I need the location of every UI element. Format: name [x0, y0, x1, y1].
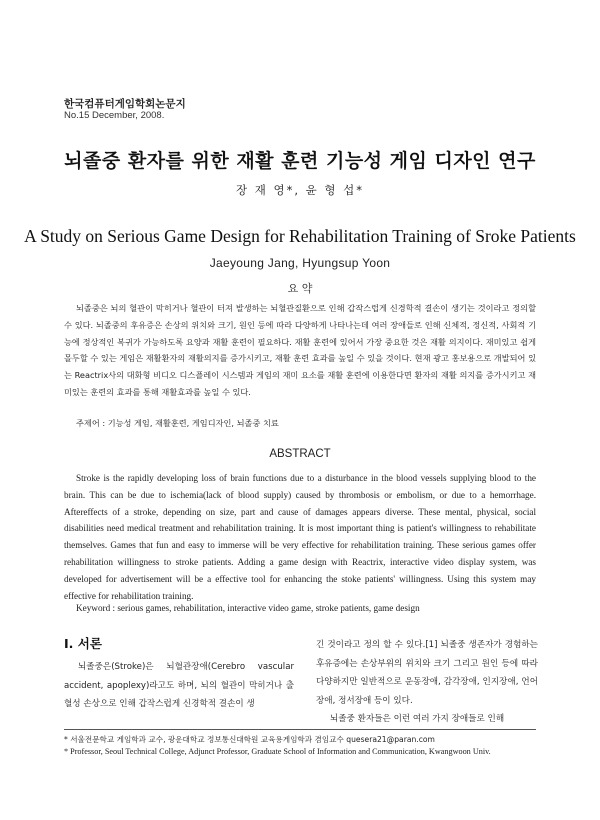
section-title-introduction: Ⅰ. 서론: [64, 636, 102, 651]
paper-title-english: A Study on Serious Game Design for Rehabilitation Training of Sroke Patients: [24, 226, 576, 246]
body-left-column: 뇌졸중은(Stroke)은 뇌혈관장애(Cerebro vascular accident, apoplexy)라고도 하며, 뇌의 혈관이 막히거나 출혈성 손상으로 인해 갑작스럽게 신경학적 결손이 생: [64, 662, 294, 710]
footnote-english: * Professor, Seoul Technical College, Adjunct Professor, Graduate School of Information and Communication, Kwangwoon Univ.: [64, 747, 491, 756]
abstract-english: Stroke is the rapidly developing loss of brain functions due to a disturbance in the blood vessels supplying blood to the brain. This can be due to ischemia(lack of blood supply) caused by thrombosis or embolism, or due to a hemorrhage. Aftereffects of a stroke, depending on size, part and cause of damages appears diverse. These mental, physical, social disabilities need medical treatment and rehabilitation training. It is most important thing is patient's willingness to rehabilitate themselves. Games that fun and easy to immerse will be very effective for rehabilitation training. These serious games offer rehabilitation willingness to stroke patients. Adding a game design with Reactrix, interactive video display system, was developed for advertisement will be a effective tool for enhancing the stoke patients' willingness. Using this system may effective for rehabilitation training.: [64, 473, 536, 601]
abstract-korean: 뇌졸중은 뇌의 혈관이 막히거나 혈관이 터져 발생하는 뇌혈관질환으로 인해 갑작스럽게 신경학적 결손이 생기는 것이라고 정의할 수 있다. 뇌졸중의 후유증은 손상의 위치와 크기, 원인 등에 따라 다양하게 나타나는데 여러 장애들로 인해 신체적, 정신적, 사회적 기능에 정상적인 복귀가 가능하도록 요양과 재활 훈련이 필요하다. 재활 훈련에 있어서 가장 중요한 것은 재활 의지이다. 재미있고 쉽게 몰두할 수 있는 게임은 재활환자의 재활의지를 증가시키고, 재활 훈련 효과를 높일 수 있을 것이다. 현재 광고 홍보용으로 개발되어 있는 Reactrix사의 대화형 비디오 디스플레이 시스템과 게임의 재미 요소를 재활 훈련에 이용한다면 환자의 재활 의지를 증가시키고 재미있는 훈련의 효과를 통해 재활효과를 높일 수 있다.: [64, 303, 536, 397]
journal-name: 한국컴퓨터게임학회논문지: [64, 98, 186, 110]
authors-english: Jaeyoung Jang, Hyungsup Yoon: [209, 256, 391, 270]
journal-issue: No.15 December, 2008.: [64, 110, 165, 121]
body-right-column: [316, 636, 538, 729]
body-right-paragraph-1: 긴 것이라고 정의 할 수 있다.[1] 뇌졸중 생존자가 경험하는 후유증에는 손상부위의 위치와 크기 그리고 원인 등에 따라 다양하지만 일반적으로 운동장애, 감각장애, 인지장애, 언어장애, 정서장애 등이 있다.: [316, 640, 538, 706]
abstract-english-heading: ABSTRACT: [269, 448, 331, 460]
paper-title-korean: 뇌졸중 환자를 위한 재활 훈련 기능성 게임 디자인 연구: [64, 150, 536, 172]
abstract-korean-heading: 요 약: [287, 282, 313, 295]
footnote-divider: [64, 729, 536, 730]
body-right-paragraph-2: 뇌졸중 환자들은 이런 여러 가지 장애들로 인해: [330, 714, 505, 725]
keywords-korean: 주제어 : 기능성 게임, 재활훈련, 게임디자인, 뇌졸중 치료: [76, 418, 279, 428]
footnote-korean: * 서울전문학교 게임학과 교수, 광운대학교 정보통신대학원 교육용게임학과 겸임교수 quesera21@paran.com: [64, 735, 435, 744]
keywords-english: Keyword : serious games, rehabilitation, interactive video game, stroke patients, game design: [76, 603, 420, 613]
authors-korean: 장 재 영*, 윤 형 섭*: [235, 183, 365, 197]
